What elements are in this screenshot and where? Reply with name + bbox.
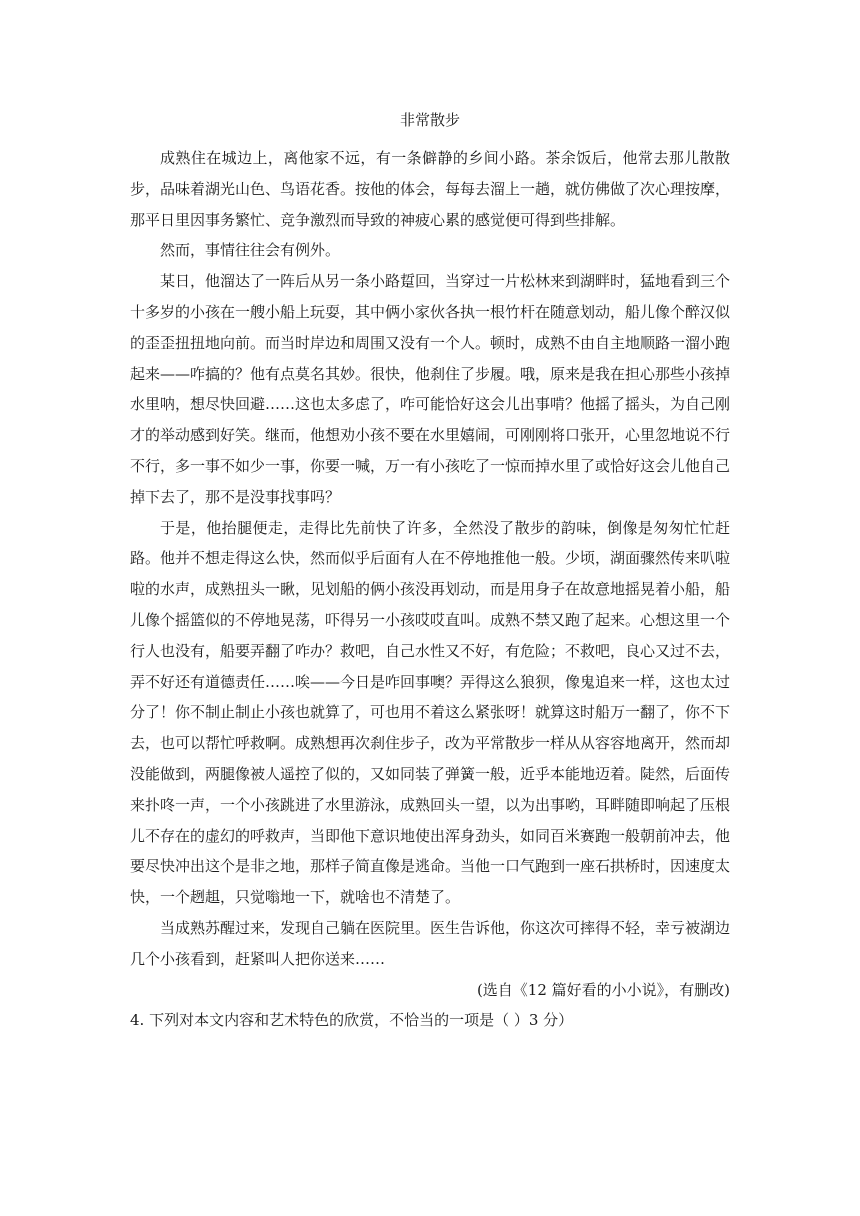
story-body xyxy=(130,143,730,1036)
paragraph-4: 于是，他抬腿便走，走得比先前快了许多，全然没了散步的韵味，倒像是匆匆忙忙赶路。他并不想走得这么快，然而似乎后面有人在不停地推他一般。少顷，湖面骤然传来叭啦啦的水声，成熟扭头一瞅，见划船的俩小孩没再划动，而是用身子在故意地摇晃着小船，船儿像个摇篮似的不停地晃荡，吓得另一小孩哎哎直叫。成熟不禁又跑了起来。心想这里一个行人也没有，船要弄翻了咋办？救吧，自己水性又不好，有危险；不救吧，良心又过不去，弄不好还有道德责任……唉——今日是咋回事噢？弄得这么狼狈，像鬼追来一样，这也太过分了！你不制止制止小孩也就算了，可也用不着这么紧张呀！就算这时船万一翻了，你不下去，也可以帮忙呼救啊。成熟想再次刹住步子，改为平常散步一样从从容容地离开，然而却没能做到，两腿像被人遥控了似的，又如同装了弹簧一般，近乎本能地迈着。陡然，后面传来扑咚一声，一个小孩跳进了水里游泳，成熟回头一望，以为出事哟，耳畔随即响起了压根儿不存在的虚幻的呼救声，当即他下意识地使出浑身劲头，如同百米赛跑一般朝前冲去，他要尽快冲出这个是非之地，那样子简直像是逃命。当他一口气跑到一座石拱桥时，因速度太快，一个趔趄，只觉嗡地一下，就啥也不清楚了。 xyxy=(130,518,731,907)
story-title: 非常散步 xyxy=(399,111,460,129)
paragraph-2: 然而，事情往往会有例外。 xyxy=(160,241,341,260)
paragraph-5: 当成熟苏醒过来，发现自己躺在医院里。医生告诉他，你这次可摔得不轻，幸亏被湖边几个小孩看到，赶紧叫人把你送来…… xyxy=(130,918,731,968)
question-4: 4. 下列对本文内容和艺术特色的欣赏，不恰当的一项是（ ）3 分） xyxy=(130,1011,574,1030)
source-citation: (选自《12 篇好看的小小说》，有删改) xyxy=(476,980,730,999)
paragraph-1: 成熟住在城边上，离他家不远，有一条僻静的乡间小路。茶余饭后，他常去那儿散散步，品味着湖光山色、鸟语花香。按他的体会，每每去溜上一趟，就仿佛做了次心理按摩，那平日里因事务繁忙、竞争激烈而导致的神疲心累的感觉便可得到些排解。 xyxy=(130,149,731,229)
paragraph-3: 某日，他溜达了一阵后从另一条小路踅回，当穿过一片松林来到湖畔时，猛地看到三个十多岁的小孩在一艘小船上玩耍，其中俩小家伙各执一根竹杆在随意划动，船儿像个醉汉似的歪歪扭扭地向前。而当时岸边和周围又没有一个人。顿时，成熟不由自主地顺路一溜小跑起来——咋搞的？他有点莫名其妙。很快，他刹住了步履。哦，原来是我在担心那些小孩掉水里呐，想尽快回避……这也太多虑了，咋可能恰好这会儿出事啃？他摇了摇头，为自己刚才的举动感到好笑。继而，他想劝小孩不要在水里嬉闹，可刚刚将口张开，心里忽地说不行不行，多一事不如少一事，你要一喊，万一有小孩吃了一惊而掉水里了或恰好这会儿他自己掉下去了，那不是没事找事吗？ xyxy=(130,272,731,506)
